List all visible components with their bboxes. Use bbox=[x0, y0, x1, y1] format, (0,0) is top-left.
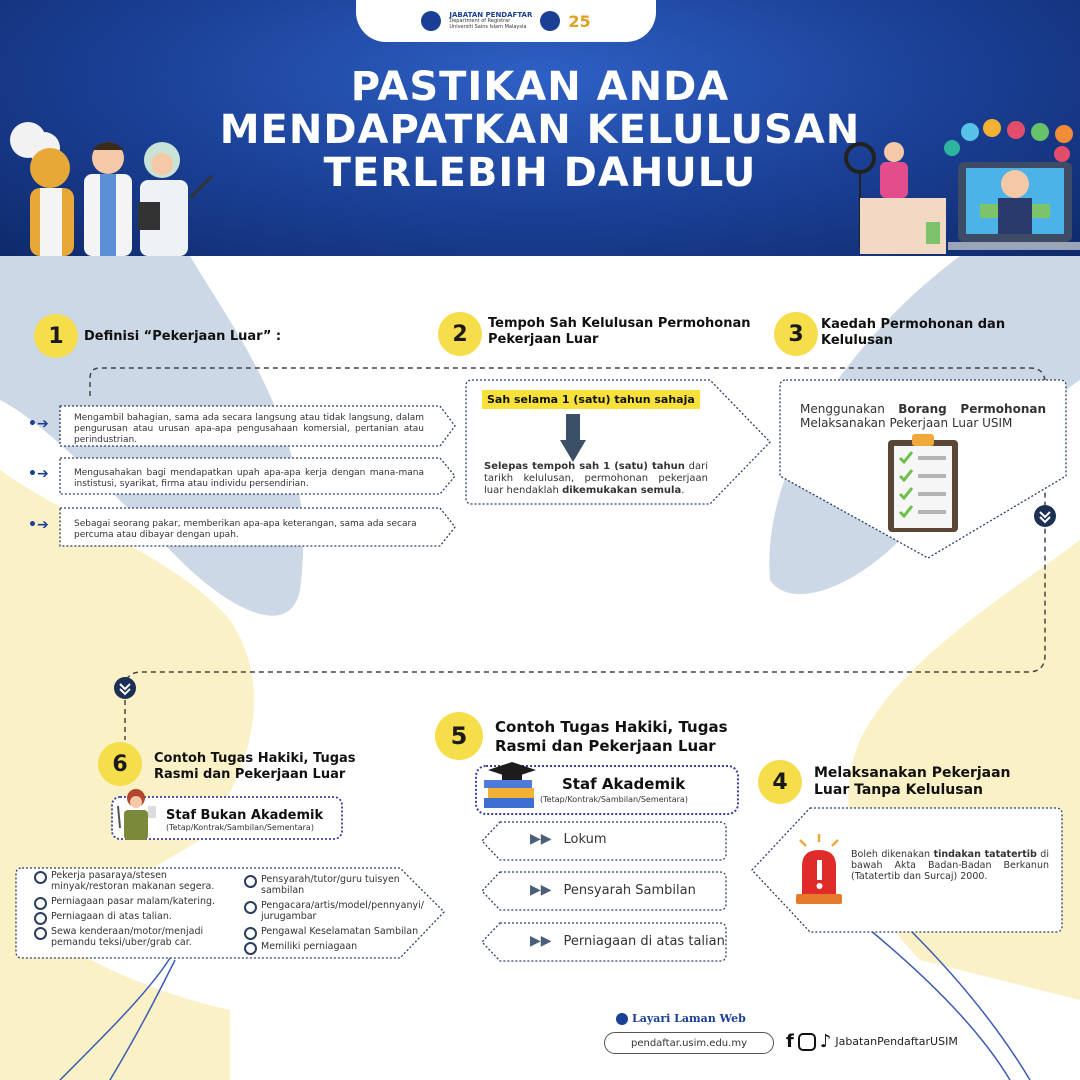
step-5-badge: 5 bbox=[435, 712, 483, 760]
globe-icon bbox=[616, 1013, 628, 1025]
step-2-title: Tempoh Sah Kelulusan Permohonan Pekerjaan Luar bbox=[488, 316, 751, 347]
step-1-title: Definisi “Pekerjaan Luar” : bbox=[84, 329, 282, 344]
definition-item-1: Mengambil bahagian, sama ada secara langsung atau tidak langsung, dalam pengurusan atau urusan apa-apa pengusahaan komersial, pertanian atau perindustrian. bbox=[74, 413, 424, 445]
list-item: Pekerja pasaraya/stesen minyak/restoran makanan segera. bbox=[34, 870, 224, 892]
title-line-2: MENDAPATKAN KELULUSAN bbox=[219, 107, 861, 153]
tiktok-icon[interactable]: ♪ bbox=[819, 1031, 832, 1052]
academic-item-1: ▶▶ Lokum bbox=[530, 831, 607, 847]
step-1-badge: 1 bbox=[34, 314, 78, 358]
academic-item-3: ▶▶ Perniagaan di atas talian bbox=[530, 933, 725, 949]
academic-item-2: ▶▶ Pensyarah Sambilan bbox=[530, 882, 696, 898]
registrar-logo-text: JABATAN PENDAFTAR Department of Registrar Universiti Sains Islam Malaysia bbox=[449, 10, 533, 30]
step-6-badge: 6 bbox=[98, 742, 142, 786]
validity-text: Selepas tempoh sah 1 (satu) tahun dari tarikh kelulusan, permohonan pekerjaan luar hendaklah dikemukakan semula. bbox=[484, 461, 708, 496]
list-item: Sewa kenderaan/motor/menjadi pemandu teksi/uber/grab car. bbox=[34, 926, 224, 948]
social-media-handle: f ♪ JabatanPendaftarUSIM bbox=[786, 1031, 958, 1052]
validity-highlight: Sah selama 1 (satu) tahun sahaja bbox=[482, 390, 700, 409]
list-item: Memiliki perniagaan bbox=[244, 941, 434, 952]
website-url-link[interactable]: pendaftar.usim.edu.my bbox=[604, 1032, 774, 1054]
non-academic-staff-subtitle: (Tetap/Kontrak/Sambilan/Sementara) bbox=[166, 823, 314, 832]
step-3-title: Kaedah Permohonan dan Kelulusan bbox=[821, 317, 1006, 348]
list-item: Pengawal Keselamatan Sambilan bbox=[244, 926, 434, 937]
step-6-title: Contoh Tugas Hakiki, Tugas Rasmi dan Pekerjaan Luar bbox=[154, 751, 356, 782]
instagram-icon[interactable] bbox=[798, 1033, 816, 1051]
academic-staff-subtitle: (Tetap/Kontrak/Sambilan/Sementara) bbox=[540, 795, 688, 804]
double-arrow-icon: ▶▶ bbox=[530, 933, 552, 949]
page-title bbox=[0, 66, 1080, 195]
step-5-title: Contoh Tugas Hakiki, Tugas Rasmi dan Pekerjaan Luar bbox=[495, 718, 728, 755]
arrow-bullet-icon: •➔ bbox=[28, 517, 49, 533]
non-academic-list-col2 bbox=[244, 874, 434, 956]
title-line-1: PASTIKAN ANDA bbox=[350, 64, 730, 110]
step-2-badge: 2 bbox=[438, 312, 482, 356]
checklist-clipboard-icon bbox=[886, 432, 960, 534]
definition-item-3: Sebagai seorang pakar, memberikan apa-apa keterangan, sama ada secara percuma atau dibayar dengan upah. bbox=[74, 519, 417, 540]
list-item: Perniagaan pasar malam/katering. bbox=[34, 896, 224, 907]
academic-staff-title: Staf Akademik bbox=[562, 775, 686, 793]
double-arrow-icon: ▶▶ bbox=[530, 882, 552, 898]
step-4-badge: 4 bbox=[758, 760, 802, 804]
usim-seal-icon bbox=[421, 11, 441, 31]
step-3-badge: 3 bbox=[774, 312, 818, 356]
list-item: Perniagaan di atas talian. bbox=[34, 911, 224, 922]
non-academic-list-col1 bbox=[34, 870, 224, 952]
list-item: Pengacara/artis/model/pennyanyi/ jurugambar bbox=[244, 900, 434, 922]
alarm-siren-icon bbox=[792, 832, 846, 908]
method-text: Menggunakan Borang Permohonan Melaksanakan Pekerjaan Luar USIM bbox=[800, 402, 1046, 430]
arrow-bullet-icon: •➔ bbox=[28, 416, 49, 432]
step-4-title: Melaksanakan Pekerjaan Luar Tanpa Kelulusan bbox=[814, 765, 1011, 798]
website-label: Layari Laman Web bbox=[616, 1012, 746, 1025]
header-logo-tab bbox=[356, 0, 656, 42]
penalty-text: Boleh dikenakan tindakan tatatertib di bawah Akta Badan-Badan Berkanun (Tatatertib dan Surcaj) 2000. bbox=[851, 849, 1049, 882]
definition-item-2: Mengusahakan bagi mendapatkan upah apa-apa kerja dengan mana-mana instistusi, syarikat, firma atau individu persendirian. bbox=[74, 468, 424, 489]
anniversary-logo: 25 bbox=[568, 11, 591, 31]
double-arrow-icon: ▶▶ bbox=[530, 831, 552, 847]
facebook-icon[interactable]: f bbox=[786, 1031, 794, 1052]
usim-seal-icon-2 bbox=[540, 11, 560, 31]
list-item: Pensyarah/tutor/guru tuisyen sambilan bbox=[244, 874, 434, 896]
worker-illustration-icon bbox=[112, 788, 162, 842]
non-academic-staff-title: Staf Bukan Akademik bbox=[166, 808, 324, 823]
arrow-bullet-icon: •➔ bbox=[28, 466, 49, 482]
title-line-3: TERLEBIH DAHULU bbox=[323, 150, 757, 196]
books-graduation-cap-icon bbox=[478, 760, 540, 814]
